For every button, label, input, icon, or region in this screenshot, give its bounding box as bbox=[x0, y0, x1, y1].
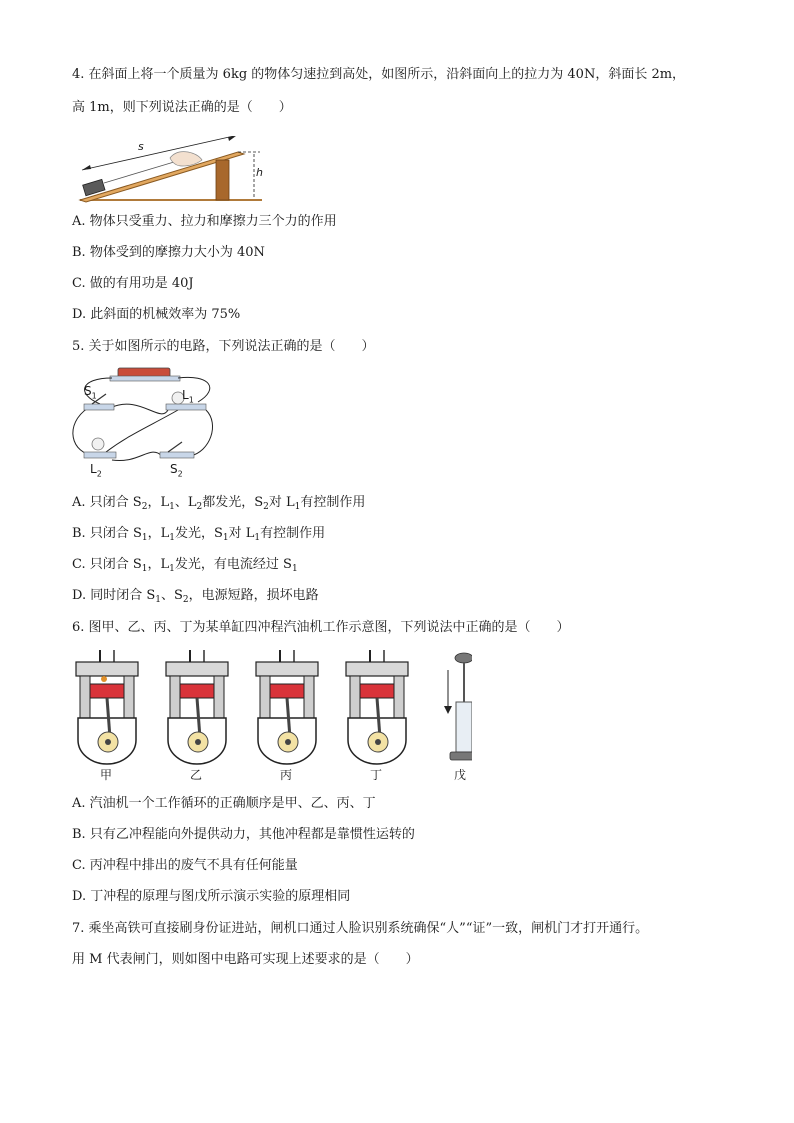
q7-stem-line1: 7. 乘坐高铁可直接刷身份证进站，闸机口通过人脸识别系统确保“人”“证”一致，闸机门才打开通行。 bbox=[72, 921, 649, 936]
q7-stem-line2: 用 M 代表闸门，则如图中电路可实现上述要求的是（ ） bbox=[72, 952, 419, 967]
caption-wu: 戊 bbox=[454, 768, 467, 782]
q5-option-c[interactable]: C. 只闭合 $S_1$，$L_1$发光，有电流经过 $S_1$ bbox=[72, 557, 298, 574]
q4-option-a[interactable]: A. 物体只受重力、拉力和摩擦力三个力的作用 bbox=[72, 214, 337, 229]
label-l1: $L_1$ bbox=[182, 388, 194, 405]
q4-option-c[interactable]: C. 做的有用功是 40J bbox=[72, 276, 194, 291]
q5-stem: 5. 关于如图所示的电路，下列说法正确的是（ ） bbox=[72, 339, 375, 354]
q6-option-d[interactable]: D. 丁冲程的原理与图戊所示演示实验的原理相同 bbox=[72, 889, 351, 904]
q5-option-b[interactable]: B. 只闭合 $S_1$，$L_1$发光，$S_1$对 $L_1$有控制作用 bbox=[72, 526, 326, 543]
q6-stem: 6. 图甲、乙、丙、丁为某单缸四冲程汽油机工作示意图，下列说法中正确的是（ ） bbox=[72, 620, 570, 635]
incline-figure bbox=[78, 136, 264, 206]
label-s: s bbox=[138, 140, 144, 153]
label-l2: $L_2$ bbox=[90, 462, 102, 479]
label-s1: $S_1$ bbox=[84, 384, 97, 401]
q5-option-a[interactable]: A. 只闭合 $S_2$，$L_1$、$L_2$都发光，$S_2$对 $L_1$有控制作用 bbox=[72, 495, 366, 512]
label-h: h bbox=[256, 166, 263, 179]
caption-bing: 丙 bbox=[280, 768, 293, 782]
engine-figure bbox=[72, 648, 472, 784]
q6-option-a[interactable]: A. 汽油机一个工作循环的正确顺序是甲、乙、丙、丁 bbox=[72, 796, 376, 811]
q6-option-c[interactable]: C. 丙冲程中排出的废气不具有任何能量 bbox=[72, 858, 298, 873]
caption-jia: 甲 bbox=[100, 768, 113, 782]
caption-ding: 丁 bbox=[370, 768, 383, 782]
q6-option-b[interactable]: B. 只有乙冲程能向外提供动力，其他冲程都是靠惯性运转的 bbox=[72, 827, 415, 842]
q4-option-b[interactable]: B. 物体受到的摩擦力大小为 40N bbox=[72, 245, 265, 260]
q4-stem-line1: 4. 在斜面上将一个质量为 6kg 的物体匀速拉到高处，如图所示，沿斜面向上的拉力为 40N，斜面长 2m， bbox=[72, 67, 686, 82]
circuit-figure bbox=[70, 364, 230, 482]
q4-option-d[interactable]: D. 此斜面的机械效率为 75% bbox=[72, 307, 241, 322]
label-s2: $S_2$ bbox=[170, 462, 183, 479]
q5-option-d[interactable]: D. 同时闭合 $S_1$、$S_2$，电源短路，损坏电路 bbox=[72, 588, 319, 605]
caption-yi: 乙 bbox=[190, 768, 203, 782]
q4-stem-line2: 高 1m，则下列说法正确的是（ ） bbox=[72, 100, 292, 115]
